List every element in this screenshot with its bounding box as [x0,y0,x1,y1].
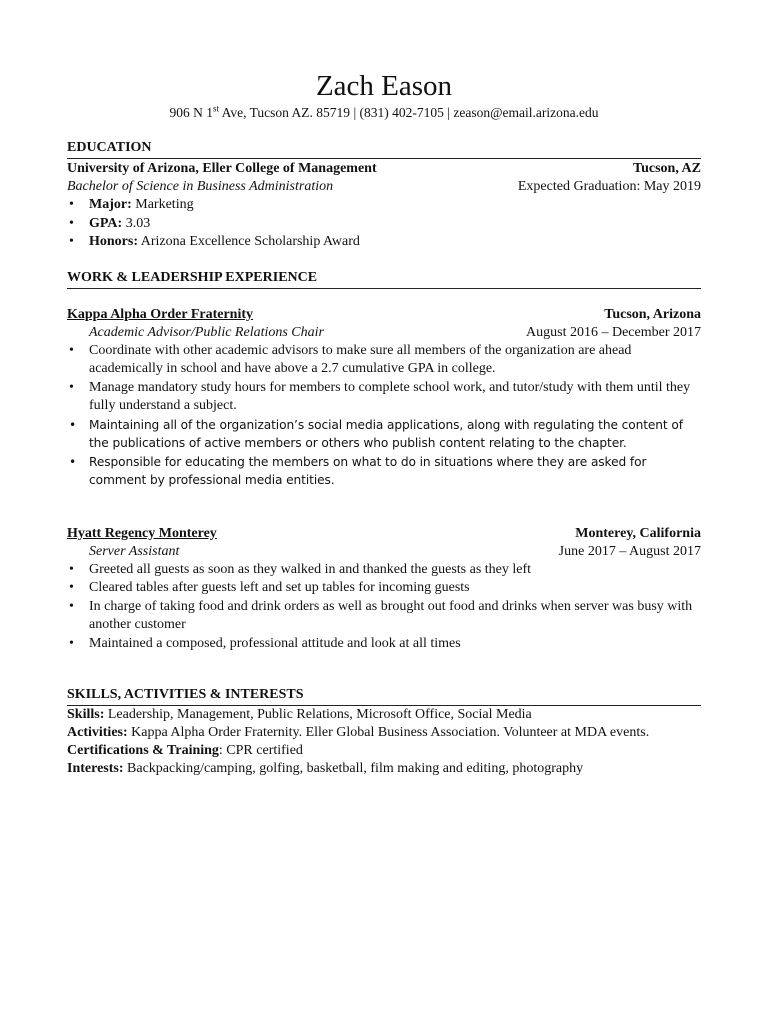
separator: | [443,105,454,120]
email: zeason@email.arizona.edu [453,105,599,120]
skills-line: Skills: Leadership, Management, Public Relations, Microsoft Office, Social Media [67,707,532,722]
section-title-skills: SKILLS, ACTIVITIES & INTERESTS [67,686,701,706]
job-dates: June 2017 – August 2017 [558,543,701,559]
list-item: • Honors: Arizona Excellence Scholarship Award [67,233,701,252]
separator: | [350,105,360,120]
experience-section [67,269,701,654]
job-dates: August 2016 – December 2017 [526,324,701,340]
job-entry [67,306,701,490]
job-role-row [67,543,701,561]
skills-section [67,686,701,778]
list-item: • Major: Marketing [67,196,701,215]
job-header-row [67,306,701,324]
job-organization: Kappa Alpha Order Fraternity [67,306,254,322]
education-section [67,139,701,252]
interests-line: Interests: Backpacking/camping, golfing, basketball, film making and editing, photography [67,761,584,776]
list-item: • Cleared tables after guests left and set up tables for incoming guests [67,579,701,598]
job-role-row [67,324,701,342]
list-item: • In charge of taking food and drink orders as well as brought out food and drinks when server was busy with another customer [67,598,701,635]
list-item: • Greeted all guests as soon as they walked in and thanked the guests as they left [67,561,701,580]
job-location: Tucson, Arizona [604,306,701,322]
list-item: • GPA: 3.03 [67,215,701,234]
degree: Bachelor of Science in Business Administration [67,179,334,194]
job-role: Server Assistant [89,543,180,559]
list-item: • Maintained a composed, professional attitude and look at all times [67,635,701,654]
job-organization: Hyatt Regency Monterey [67,525,217,541]
job-bullets [67,416,701,490]
certifications-line: Certifications & Training: CPR certified [67,743,303,758]
job-entry [67,525,701,654]
job-header-row [67,525,701,543]
job-role: Academic Advisor/Public Relations Chair [89,324,324,340]
education-school-row [67,160,701,178]
job-location: Monterey, California [575,525,701,541]
job-bullets [67,561,701,654]
list-item: • Responsible for educating the members on what to do in situations where they are asked for comment by professional media entities. [67,453,701,490]
graduation-date: Expected Graduation: May 2019 [517,179,701,194]
section-title-experience: WORK & LEADERSHIP EXPERIENCE [67,269,701,289]
job-bullets [67,342,701,416]
education-details [67,196,701,252]
section-title-education: EDUCATION [67,139,701,159]
activities-line: Activities: Kappa Alpha Order Fraternity. Eller Global Business Association. Volunteer at MDA events. [67,725,650,740]
contact-line [67,104,701,122]
candidate-name: Zach Eason [315,70,453,102]
school-name: University of Arizona, Eller College of Management [67,161,377,176]
list-item: • Coordinate with other academic advisors to make sure all members of the organization are ahead academically in school and have above a 2.7 cumulative GPA in college. [67,342,701,379]
address: 906 N 1st Ave, Tucson AZ. 85719 [169,103,351,120]
list-item: • Manage mandatory study hours for members to complete school work, and tutor/study with them until they fully understand a subject. [67,379,701,416]
education-degree-row [67,178,701,196]
school-location: Tucson, AZ [633,161,701,176]
phone: (831) 402-7105 [359,105,444,120]
list-item: • Maintaining all of the organization’s social media applications, along with regulating the content of the publications of active members or others who publish content relating to the chapter. [67,416,701,453]
